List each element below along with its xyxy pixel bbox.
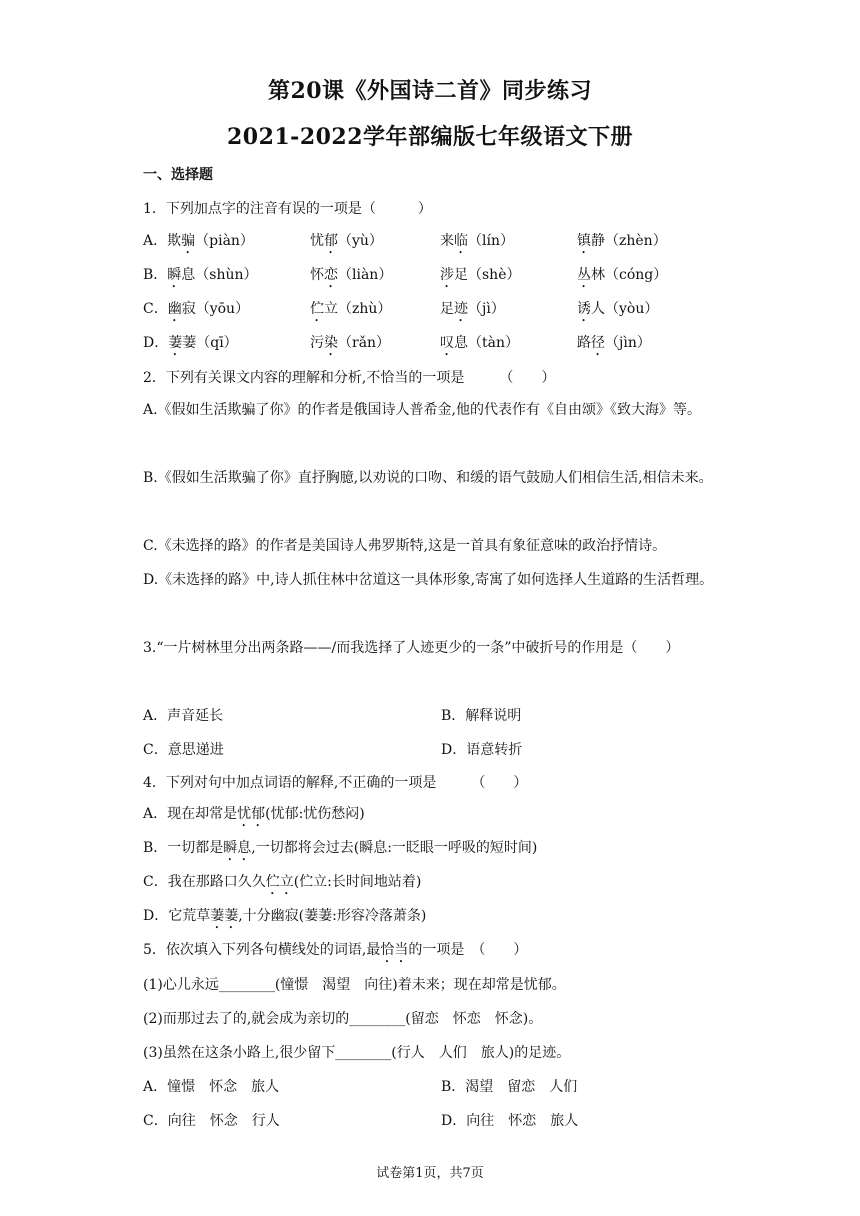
q3-stem: 3.“一片树林里分出两条路——/而我选择了人迹更少的一条”中破折号的作用是（ ） [143,640,680,656]
page-footer: 试卷第1页，共7页 [376,1166,484,1181]
q1-stem: 1．下列加点字的注音有误的一项是（ ） [143,201,432,217]
q1-option-item: 涉足（shè） [440,267,521,283]
emphasized-word: 瞬息 [223,840,252,856]
emphasized-char: 径 [591,335,605,351]
q3-option-b: B．解释说明 [441,708,522,724]
q4-stem: 4．下列对句中加点词语的解释,不正确的一项是 （ ） [143,775,528,791]
q1-option-item: A．欺骗（piàn） [143,233,254,249]
emphasized-char: 染 [324,335,338,351]
q2-option-a: A.《假如生活欺骗了你》的作者是俄国诗人普希金,他的代表作有《自由颂》《致大海》等。 [143,402,702,418]
emphasized-char: 镇 [577,233,591,249]
emphasized-char: 郁 [324,233,338,249]
q1-option-item: 怀恋（liàn） [310,267,393,283]
emphasized-char: 涉 [440,267,454,283]
q5-option-a: A．憧憬 怀念 旅人 [143,1079,280,1095]
q1-option-item: C．幽寂（yōu） [143,301,250,317]
q1-option-item: 路径（jìn） [577,335,651,351]
emphasized-word: 恰当 [380,942,409,958]
page-subtitle: 2021-2022学年部编版七年级语文下册 [226,124,634,150]
emphasized-char: 诱 [577,301,591,317]
emphasized-word: 萋萋 [210,908,239,924]
q1-option-item: 镇静（zhèn） [577,233,667,249]
q1-option-item: D．萋萋（qī） [143,335,238,351]
q1-option-item: 污染（rǎn） [310,335,391,351]
emphasized-char: 迹 [454,301,468,317]
emphasized-char: 骗 [181,233,196,249]
emphasized-word: 伫立 [265,874,294,890]
q2-option-d: D.《未选择的路》中,诗人抓住林中岔道这一具体形象,寄寓了如何选择人生道路的生活哲理。 [143,572,714,588]
q5-stem: 5．依次填入下列各句横线处的词语,最恰当的一项是 （ ） [143,942,528,958]
q3-option-d: D．语意转折 [441,742,523,758]
q5-sentence-2: (2)而那过去了的,就会成为亲切的________(留恋 怀恋 怀念)。 [143,1011,543,1027]
q1-option-item: 伫立（zhù） [310,301,392,317]
emphasized-char: 丛 [577,267,591,283]
q2-option-b: B.《假如生活欺骗了你》直抒胸臆,以劝说的口吻、和缓的语气鼓励人们相信生活,相信未来。 [143,470,713,486]
q5-sentence-3: (3)虽然在这条小路上,很少留下________(行人 人们 旅人)的足迹。 [143,1045,571,1061]
q3-option-c: C．意思递进 [143,742,224,758]
emphasized-char: 叹 [440,335,454,351]
page-title: 第20课《外国诗二首》同步练习 [267,78,593,104]
section-heading: 一、选择题 [143,167,213,183]
q1-option-item: 来临（lín） [440,233,514,249]
q1-option-item: 叹息（tàn） [440,335,519,351]
emphasized-char: 恋 [324,267,338,283]
emphasized-char: 临 [454,233,468,249]
q2-stem: 2．下列有关课文内容的理解和分析,不恰当的一项是 （ ） [143,370,556,386]
q5-sentence-1: (1)心儿永远________(憧憬 渴望 向往)着未来；现在却常是忧郁。 [143,977,566,993]
q1-option-item: 丛林（cóng） [577,267,668,283]
q1-option-item: B．瞬息（shùn） [143,267,258,283]
q4-option-a: A．现在却常是忧郁(忧郁:忧伤愁闷) [143,806,365,822]
q4-option-b: B．一切都是瞬息,一切都将会过去(瞬息:一眨眼一呼吸的短时间) [143,840,538,856]
q5-option-c: C．向往 怀念 行人 [143,1113,280,1129]
emphasized-word: 忧郁 [237,806,266,822]
q3-option-a: A．声音延长 [143,708,224,724]
q4-option-d: D．它荒草萋萋,十分幽寂(萋萋:形容冷落萧条) [143,908,427,924]
q2-option-c: C.《未选择的路》的作者是美国诗人弗罗斯特,这是一首具有象征意味的政治抒情诗。 [143,538,667,554]
emphasized-char: 伫 [310,301,324,317]
q1-option-item: 诱人（yòu） [577,301,659,317]
q5-option-b: B．渴望 留恋 人们 [441,1079,578,1095]
emphasized-char: 幽 [167,301,182,317]
emphasized-char: 瞬 [167,267,182,283]
q1-option-item: 忧郁（yù） [310,233,383,249]
emphasized-char: 萋 [168,335,183,351]
q1-option-item: 足迹（jì） [440,301,505,317]
q5-option-d: D．向往 怀恋 旅人 [441,1113,579,1129]
q4-option-c: C．我在那路口久久伫立(伫立:长时间地站着) [143,874,422,890]
